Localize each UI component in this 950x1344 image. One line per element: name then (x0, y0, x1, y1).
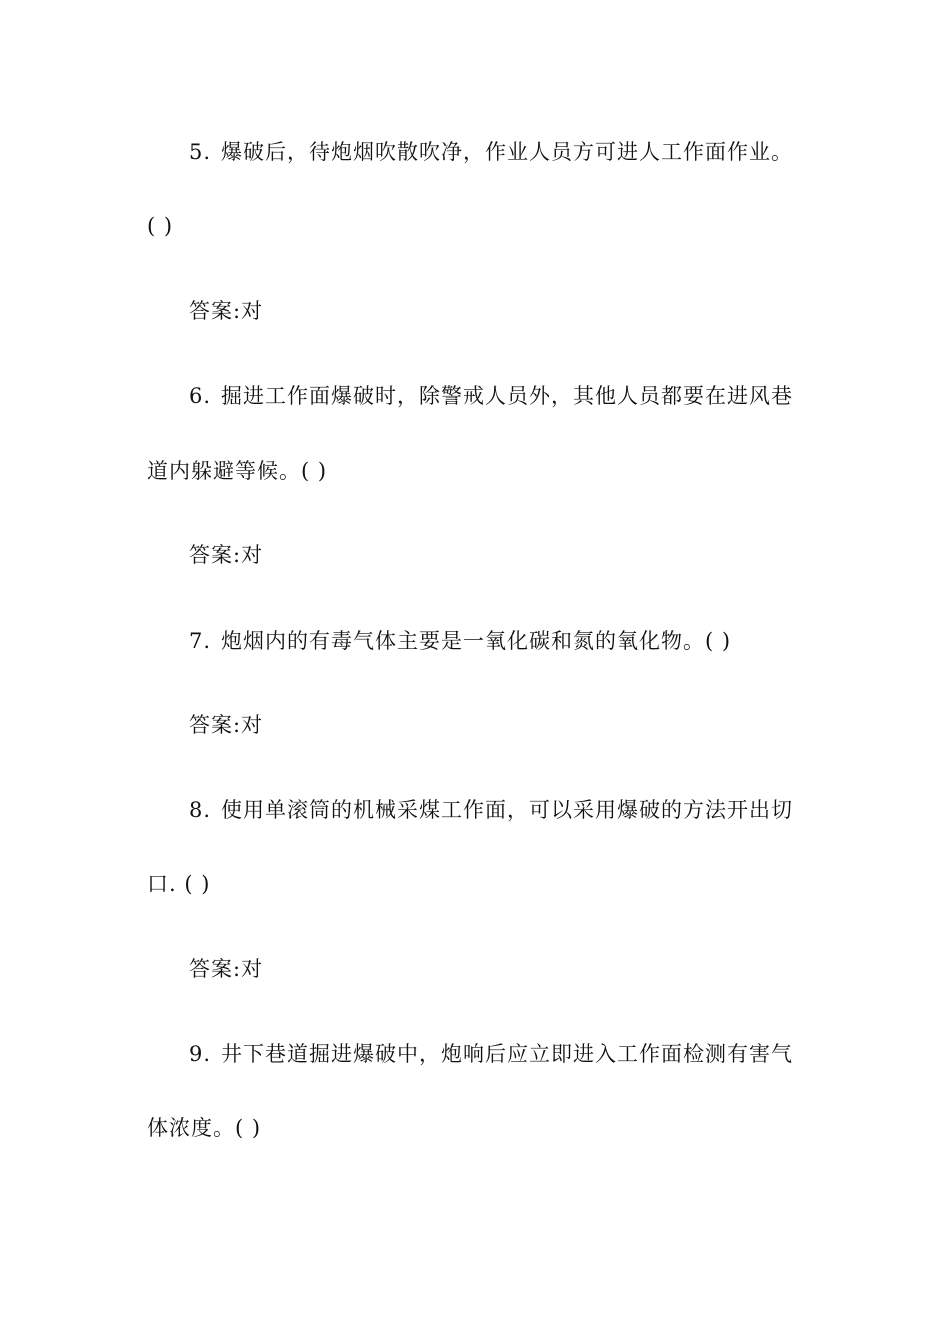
question-9-text: 井下巷道掘进爆破中，炮响后应立即进入工作面检测有害气 (221, 1042, 794, 1066)
question-9-line-1 (189, 1040, 793, 1068)
question-5-answer: 答案:对 (189, 299, 264, 323)
question-7-number: 7. (189, 629, 212, 653)
question-9-number: 9. (189, 1042, 212, 1066)
question-8-text: 使用单滚筒的机械采煤工作面，可以采用爆破的方法开出切 (221, 798, 794, 822)
question-8-number: 8. (189, 798, 212, 822)
question-6-number: 6. (189, 384, 212, 408)
question-5-number: 5. (189, 140, 212, 164)
question-7-text: 炮烟内的有毒气体主要是一氧化碳和氮的氧化物。( ) (221, 629, 732, 653)
question-9-line-2: 体浓度。( ) (147, 1116, 262, 1140)
question-8-answer: 答案:对 (189, 957, 264, 981)
question-5-line-2: ( ) (147, 214, 174, 238)
question-5-text: 爆破后，待炮烟吹散吹净，作业人员方可进人工作面作业。 (221, 140, 794, 164)
question-6-text: 掘进工作面爆破时，除警戒人员外，其他人员都要在进风巷 (221, 384, 794, 408)
question-8-line-2: 口. ( ) (147, 872, 211, 896)
question-6-answer: 答案:对 (189, 543, 264, 567)
question-6-line-1 (189, 382, 793, 410)
question-8-line-1 (189, 796, 793, 824)
question-5-line-1 (189, 138, 793, 166)
question-6-line-2: 道内躲避等候。( ) (147, 459, 328, 483)
question-7-answer: 答案:对 (189, 713, 264, 737)
question-7-line-1 (189, 627, 731, 655)
